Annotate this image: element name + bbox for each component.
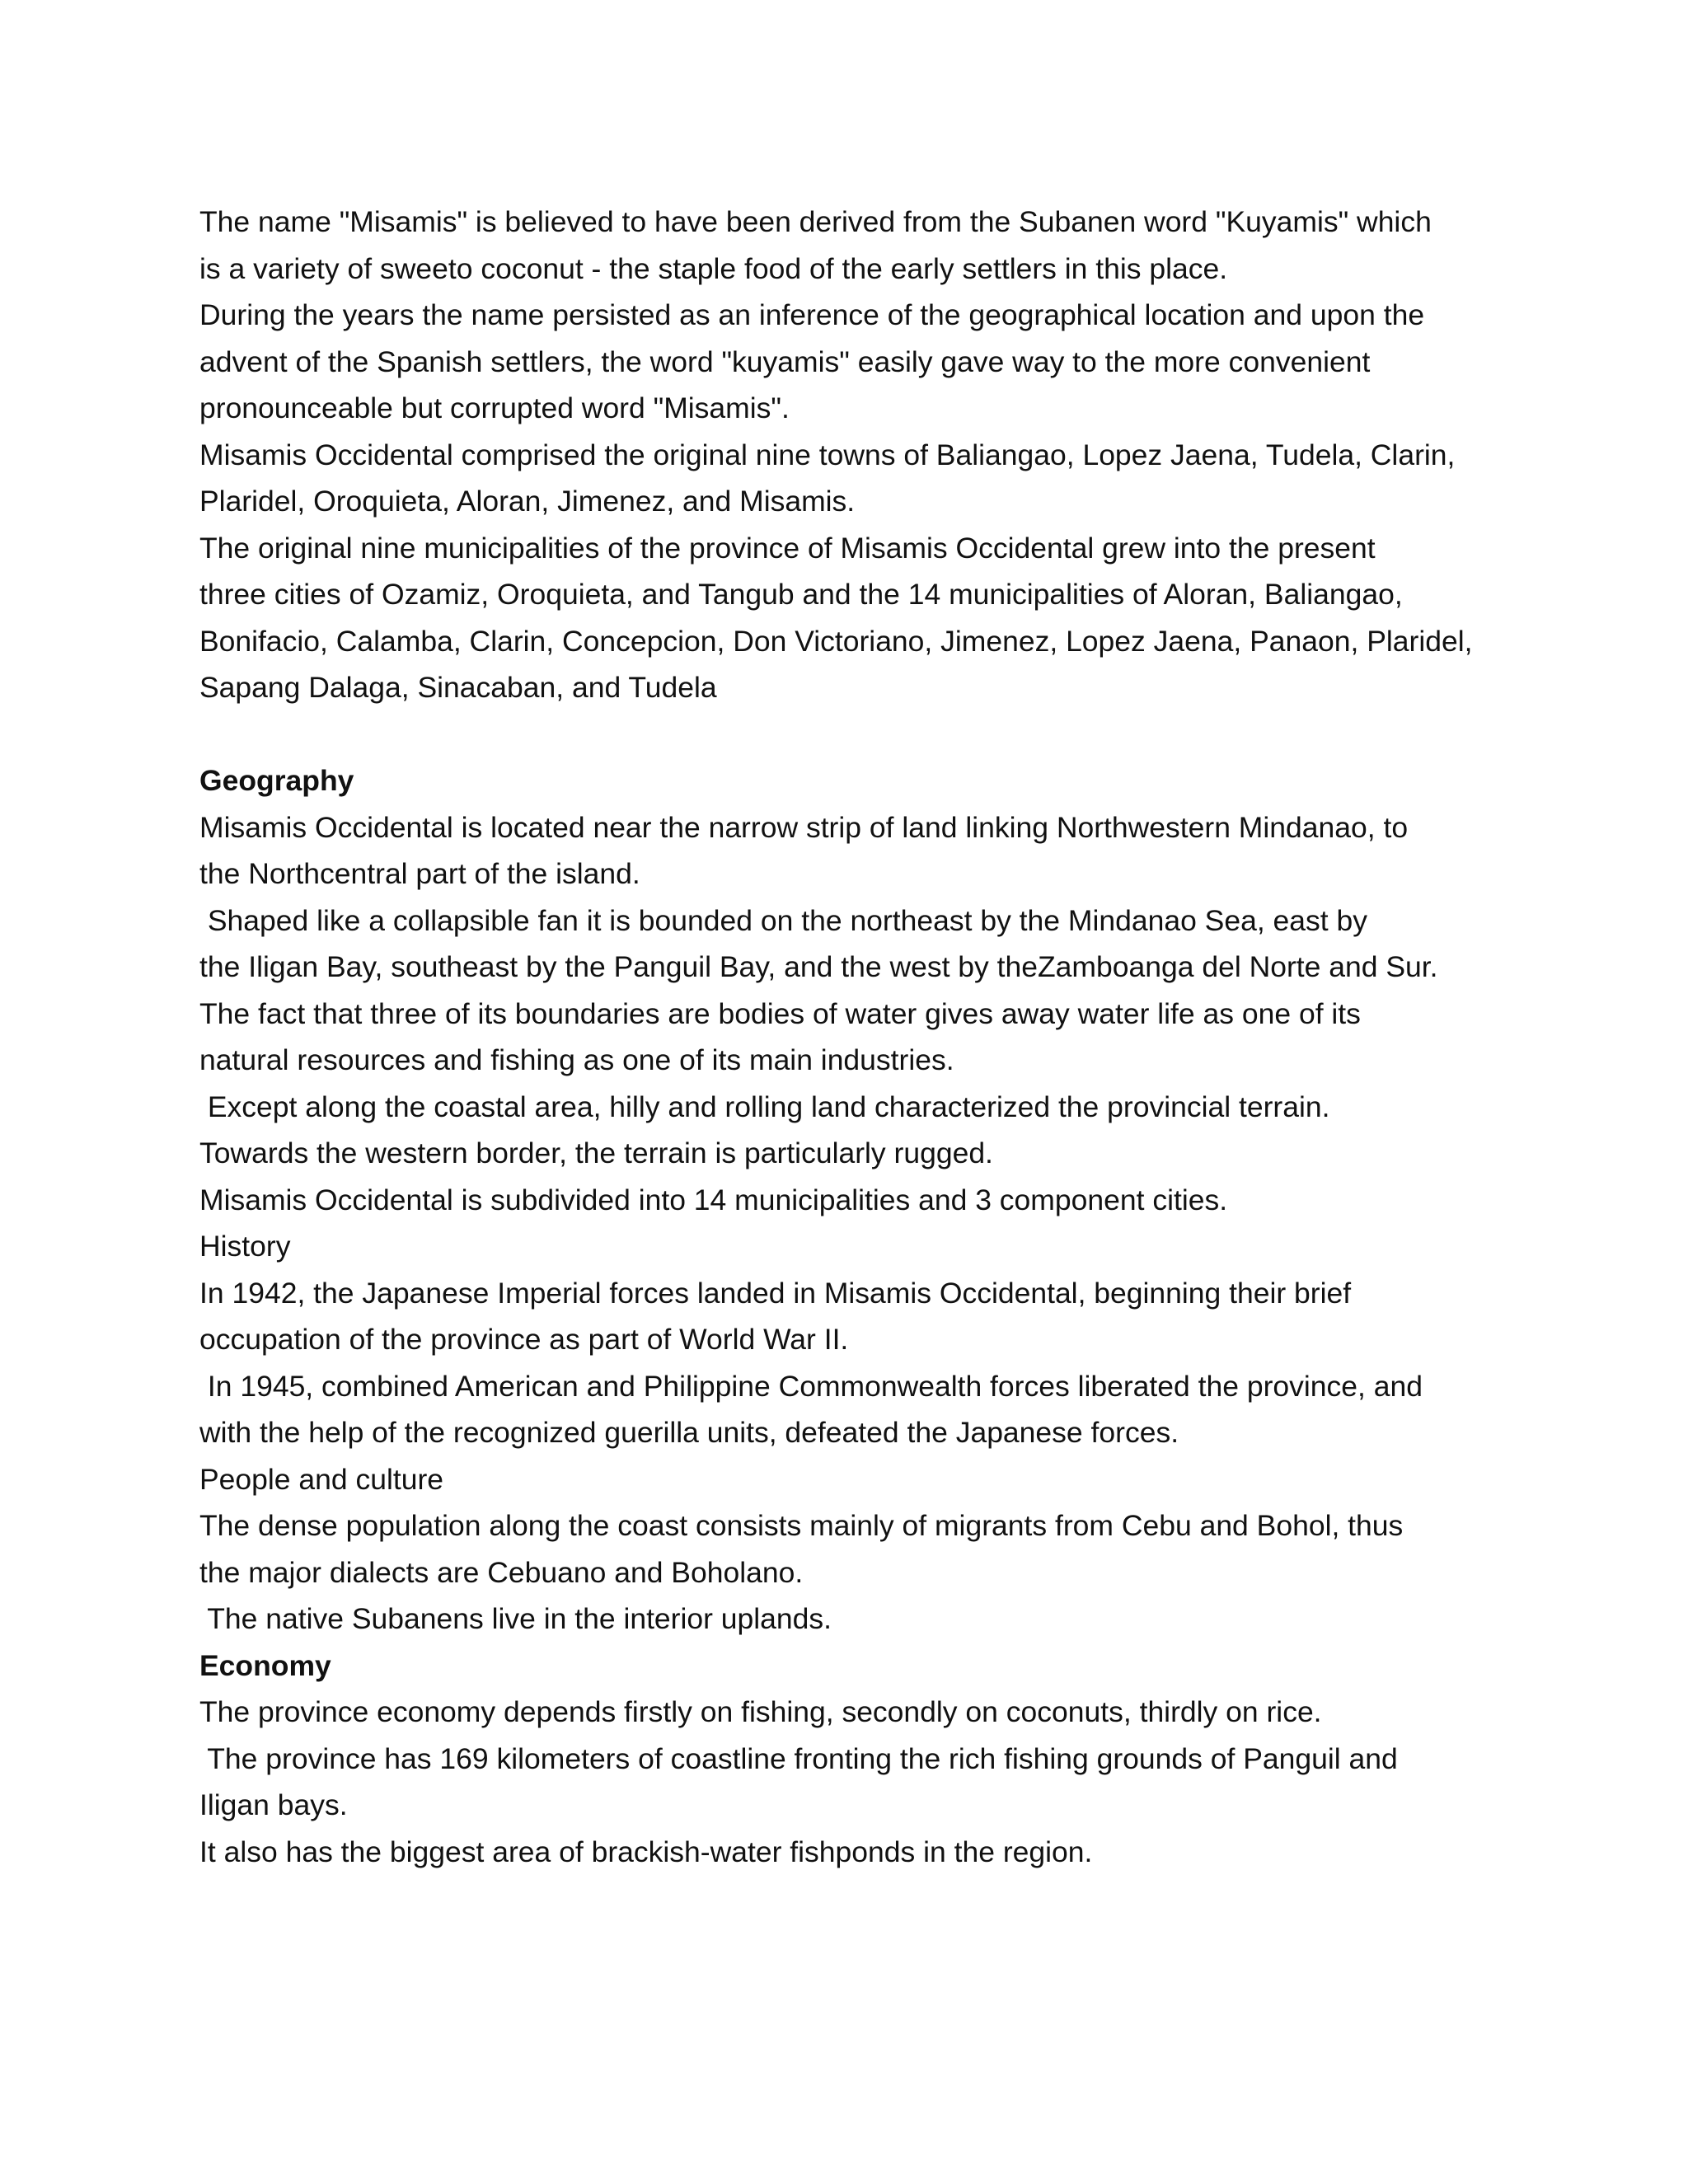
text-line: is a variety of sweeto coconut - the staple food of the early settlers in this place. bbox=[199, 251, 1228, 285]
text-line: Misamis Occidental is subdivided into 14 municipalities and 3 component cities. bbox=[199, 1183, 1228, 1216]
text-line: Bonifacio, Calamba, Clarin, Concepcion, Don Victoriano, Jimenez, Lopez Jaena, Panaon, Plaridel, bbox=[199, 624, 1473, 658]
text-line: The name "Misamis" is believed to have been derived from the Subanen word "Kuyamis" which bbox=[199, 205, 1432, 238]
text-line: Sapang Dalaga, Sinacaban, and Tudela bbox=[199, 671, 717, 704]
history-heading: History bbox=[199, 1230, 291, 1263]
text-line: the Northcentral part of the island. bbox=[199, 857, 640, 890]
text-line: Shaped like a collapsible fan it is bounded on the northeast by the Mindanao Sea, east by bbox=[199, 903, 1368, 937]
text-line: Misamis Occidental comprised the original nine towns of Baliangao, Lopez Jaena, Tudela, Clarin, bbox=[199, 438, 1456, 471]
text-line: three cities of Ozamiz, Oroquieta, and Tangub and the 14 municipalities of Aloran, Baliangao, bbox=[199, 578, 1403, 611]
text-line: Iligan bays. bbox=[199, 1788, 348, 1821]
text-line: It also has the biggest area of brackish-water fishponds in the region. bbox=[199, 1835, 1093, 1868]
geography-section bbox=[199, 757, 1556, 1223]
text-line: The dense population along the coast consists mainly of migrants from Cebu and Bohol, thus bbox=[199, 1509, 1404, 1542]
text-line: Plaridel, Oroquieta, Aloran, Jimenez, and Misamis. bbox=[199, 485, 856, 518]
paragraph-spacer bbox=[199, 711, 1556, 758]
history-section bbox=[199, 1223, 1556, 1456]
text-line: The native Subanens live in the interior uplands. bbox=[199, 1602, 832, 1635]
people-section bbox=[199, 1456, 1556, 1643]
text-line: The province economy depends firstly on fishing, secondly on coconuts, thirdly on rice. bbox=[199, 1695, 1322, 1728]
geography-heading: Geography bbox=[199, 764, 354, 797]
text-line: The province has 169 kilometers of coastline fronting the rich fishing grounds of Panguil and bbox=[199, 1741, 1398, 1775]
text-line: Towards the western border, the terrain is particularly rugged. bbox=[199, 1137, 993, 1169]
text-line: natural resources and fishing as one of its main industries. bbox=[199, 1043, 954, 1076]
intro-section bbox=[199, 199, 1556, 711]
text-line: In 1942, the Japanese Imperial forces landed in Misamis Occidental, beginning their brief bbox=[199, 1276, 1352, 1310]
text-line: occupation of the province as part of World War II. bbox=[199, 1323, 849, 1356]
economy-heading: Economy bbox=[199, 1648, 331, 1682]
text-line: The original nine municipalities of the province of Misamis Occidental grew into the present bbox=[199, 531, 1376, 565]
text-line: advent of the Spanish settlers, the word "kuyamis" easily gave way to the more convenient bbox=[199, 344, 1371, 378]
text-line: During the years the name persisted as an inference of the geographical location and upon the bbox=[199, 298, 1425, 331]
text-line: Except along the coastal area, hilly and rolling land characterized the provincial terrain. bbox=[199, 1090, 1330, 1123]
text-line: In 1945, combined American and Philippine Commonwealth forces liberated the province, and bbox=[199, 1369, 1423, 1403]
text-line: The fact that three of its boundaries are bodies of water gives away water life as one of its bbox=[199, 996, 1361, 1030]
text-line: the Iligan Bay, southeast by the Panguil Bay, and the west by theZamboanga del Norte and Sur. bbox=[199, 950, 1438, 983]
people-heading: People and culture bbox=[199, 1462, 444, 1496]
text-line: Misamis Occidental is located near the narrow strip of land linking Northwestern Mindanao, to bbox=[199, 810, 1409, 844]
text-line: pronounceable but corrupted word "Misamis". bbox=[199, 391, 790, 424]
economy-section bbox=[199, 1643, 1556, 1876]
text-line: the major dialects are Cebuano and Boholano. bbox=[199, 1555, 804, 1589]
text-line: with the help of the recognized guerilla units, defeated the Japanese forces. bbox=[199, 1416, 1179, 1449]
